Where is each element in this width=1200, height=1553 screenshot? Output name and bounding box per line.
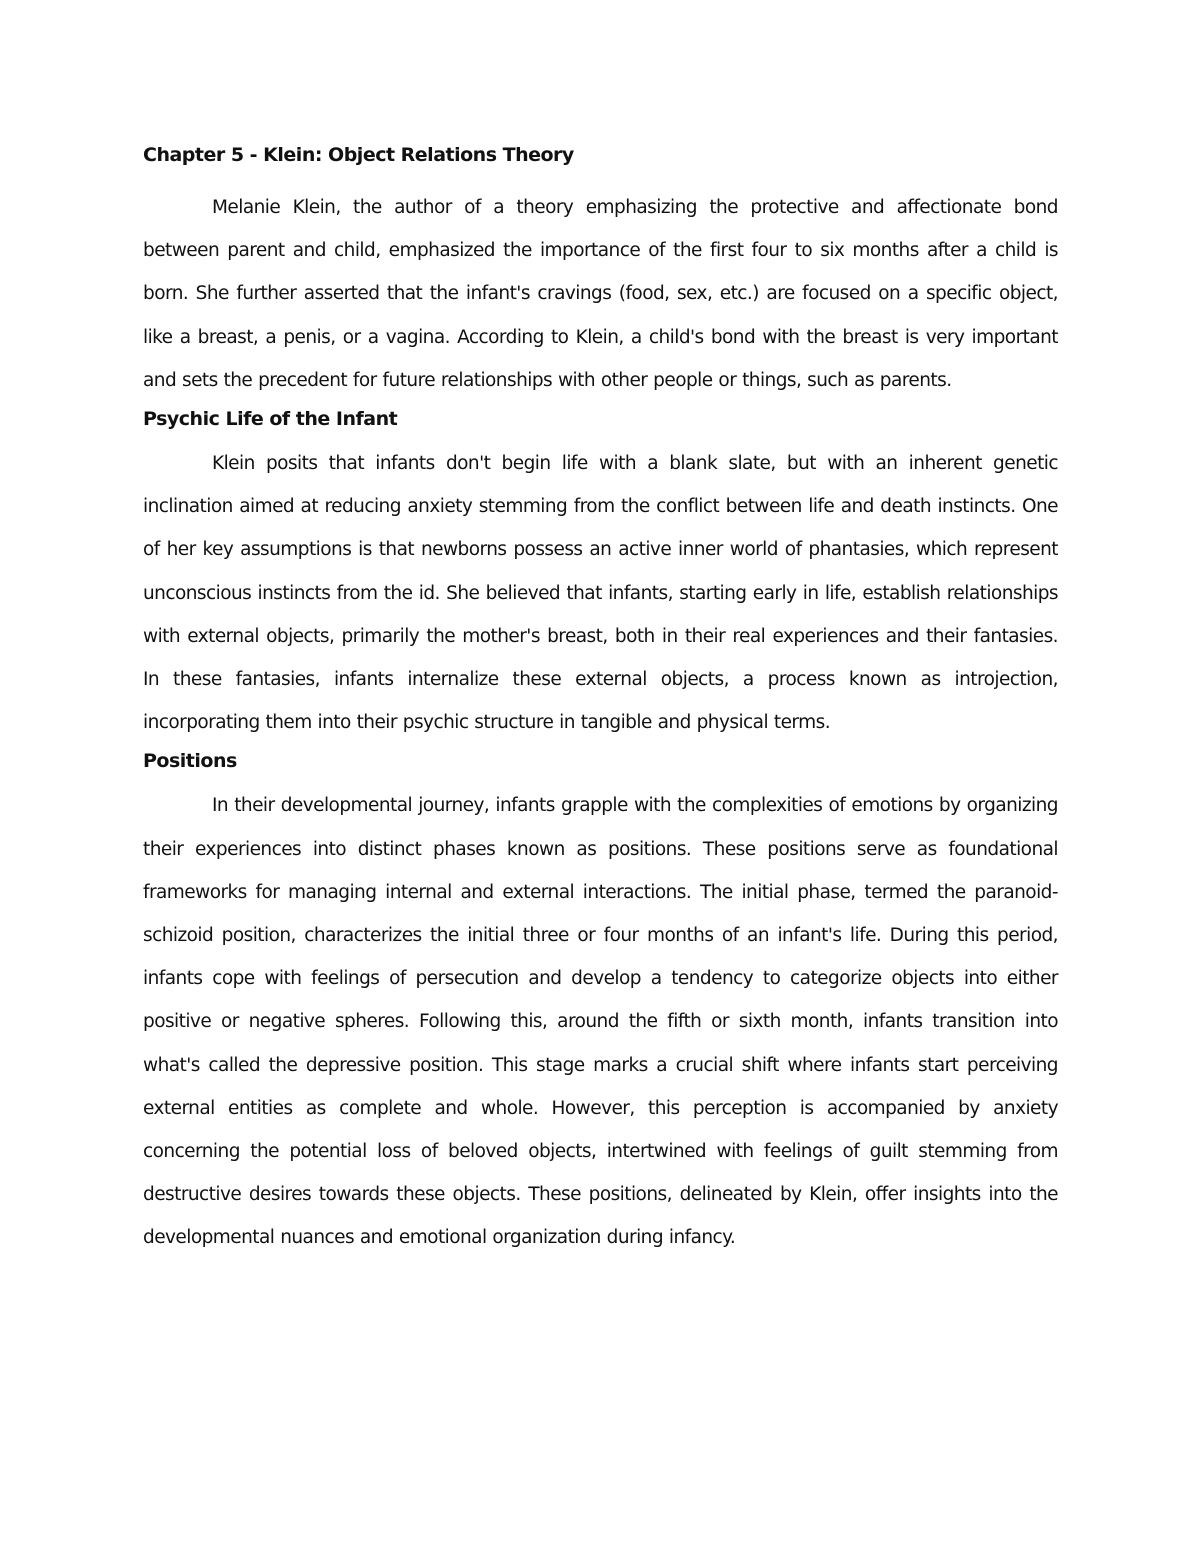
intro-paragraph: Melanie Klein, the author of a theory emphasizing the protective and affectionate bond between parent and child, emphasized the importance of the first four to six months after a child is born. She further asserted that the infant's cravings (food, sex, etc.) are focused on a specific object, like a breast, a penis, or a vagina. According to Klein, a child's bond with the breast is very important and sets the precedent for future relationships with other people or things, such as parents. (143, 197, 1058, 391)
document-body (143, 140, 1058, 1260)
section-heading-psychic-life: Psychic Life of the Infant (143, 408, 398, 431)
section-heading-positions: Positions (143, 750, 237, 773)
chapter-title: Chapter 5 - Klein: Object Relations Theory (143, 144, 574, 166)
section-paragraph-positions: In their developmental journey, infants grapple with the complexities of emotions by organizing their experiences into distinct phases known as positions. These positions serve as foundational frameworks for managing internal and external interactions. The initial phase, termed the paranoid-schizoid position, characterizes the initial three or four months of an infant's life. During this period, infants cope with feelings of persecution and develop a tendency to categorize objects into either positive or negative spheres. Following this, around the fifth or sixth month, infants transition into what's called the depressive position. This stage marks a crucial shift where infants start perceiving external entities as complete and whole. However, this perception is accompanied by anxiety concerning the potential loss of beloved objects, intertwined with feelings of guilt stemming from destructive desires towards these objects. These positions, delineated by Klein, offer insights into the developmental nuances and emotional organization during infancy. (143, 795, 1058, 1249)
section-paragraph-psychic-life: Klein posits that infants don't begin life with a blank slate, but with an inherent genetic inclination aimed at reducing anxiety stemming from the conflict between life and death instincts. One of her key assumptions is that newborns possess an active inner world of phantasies, which represent unconscious instincts from the id. She believed that infants, starting early in life, establish relationships with external objects, primarily the mother's breast, both in their real experiences and their fantasies. In these fantasies, infants internalize these external objects, a process known as introjection, incorporating them into their psychic structure in tangible and physical terms. (143, 453, 1058, 734)
